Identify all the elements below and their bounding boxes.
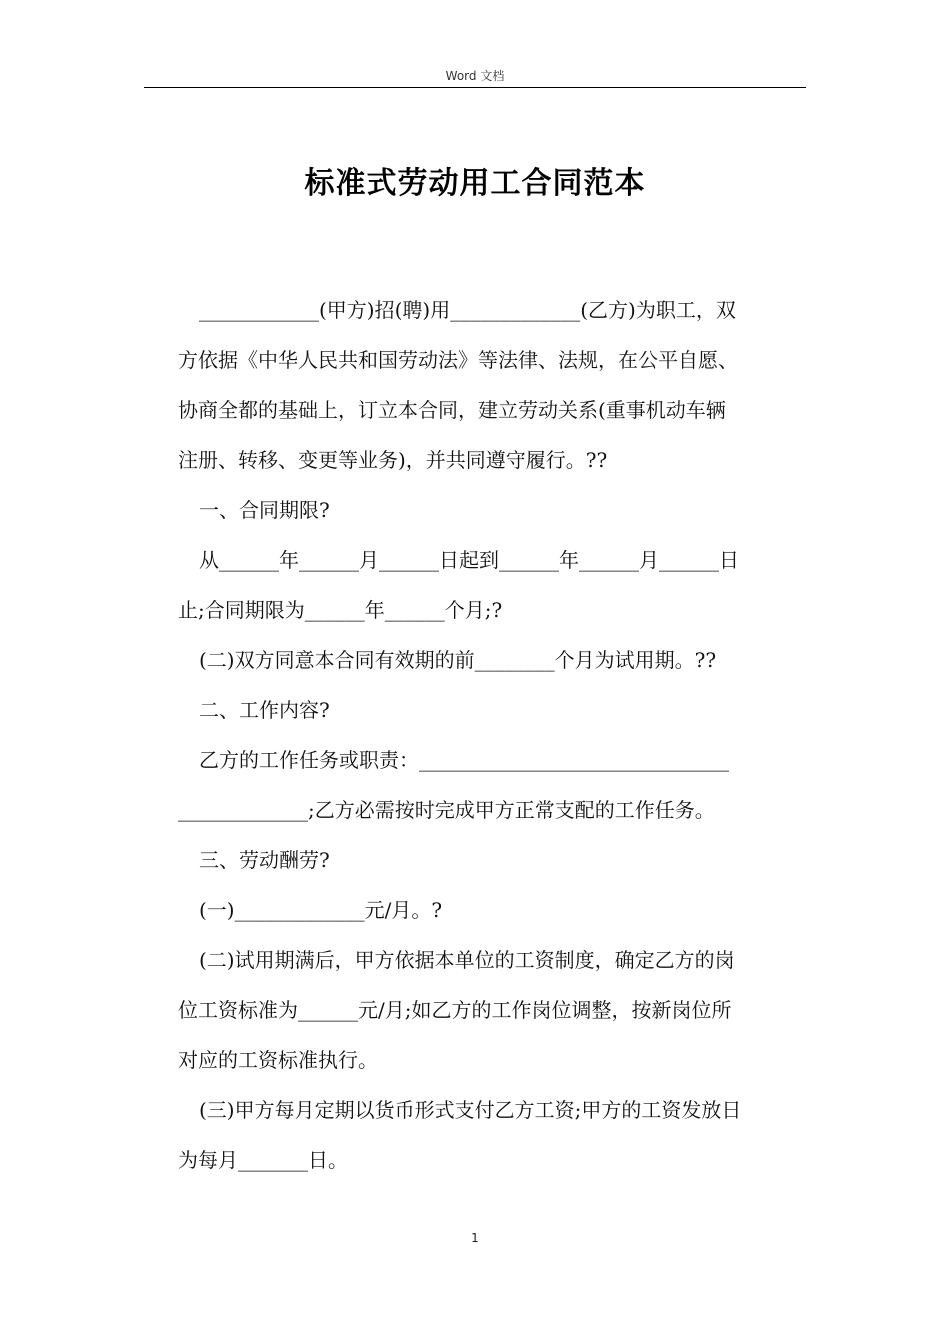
paragraph-line: 位工资标准为______元/月;如乙方的工作岗位调整，按新岗位所 — [178, 998, 732, 1022]
paragraph-line: 对应的工资标准执行。 — [178, 1048, 378, 1072]
document-body — [178, 285, 800, 1185]
paragraph-line: ____________(甲方)招(聘)用_____________(乙方)为职工，双 — [199, 298, 736, 322]
paragraph-line: 方依据《中华人民共和国劳动法》等法律、法规，在公平自愿、 — [178, 348, 738, 372]
paragraph-line: 协商全都的基础上，订立本合同，建立劳动关系(重事机动车辆 — [178, 398, 726, 422]
paragraph-line: 从______年______月______日起到______年______月______日 — [199, 548, 739, 572]
page-header-text: Word 文档 — [445, 69, 505, 83]
paragraph-line: (一)_____________元/月。? — [199, 898, 443, 922]
paragraph-line: (二)双方同意本合同有效期的前________个月为试用期。?? — [199, 648, 717, 672]
paragraph-line: 乙方的工作任务或职责：_______________________________ — [199, 748, 729, 772]
section-heading: 三、劳动酬劳? — [199, 848, 330, 872]
page-number: 1 — [471, 1231, 479, 1245]
paragraph-line: 止;合同期限为______年______个月;? — [178, 598, 503, 622]
section-heading: 二、工作内容? — [199, 698, 330, 722]
header-rule — [144, 87, 806, 88]
paragraph-line: 为每月_______日。 — [178, 1148, 348, 1172]
paragraph-line: (二)试用期满后，甲方依据本单位的工资制度，确定乙方的岗 — [199, 948, 735, 972]
paragraph-line: (三)甲方每月定期以货币形式支付乙方工资;甲方的工资发放日 — [199, 1098, 742, 1122]
paragraph-line: _____________;乙方必需按时完成甲方正常支配的工作任务。 — [178, 798, 715, 822]
section-heading: 一、合同期限? — [199, 498, 330, 522]
paragraph-line: 注册、转移、变更等业务)，并共同遵守履行。?? — [178, 448, 608, 472]
document-title: 标准式劳动用工合同范本 — [304, 166, 646, 201]
